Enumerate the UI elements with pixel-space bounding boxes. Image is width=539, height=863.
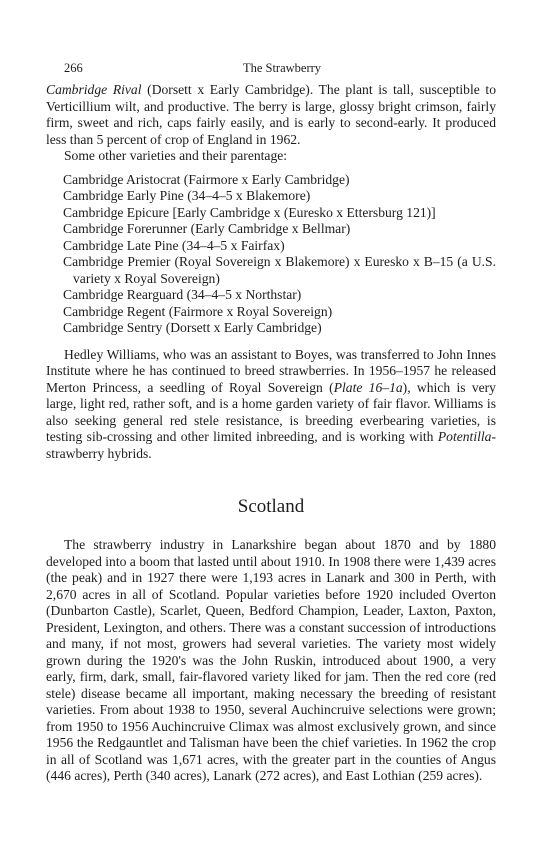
page-body xyxy=(46,82,496,785)
variety-list xyxy=(63,172,496,337)
page-number: 266 xyxy=(64,61,83,75)
variety-list-item: Cambridge Regent (Fairmore x Royal Sovereign) xyxy=(63,303,333,319)
variety-list-item: Cambridge Rearguard (34–4–5 x Northstar) xyxy=(63,287,302,302)
variety-list-item: Cambridge Epicure [Early Cambridge x (Euresko x Ettersburg 121)] xyxy=(63,204,436,220)
variety-name: Cambridge Rival xyxy=(46,82,142,97)
running-title: The Strawberry xyxy=(242,61,322,75)
plate-reference: Plate 16–1a xyxy=(333,379,403,395)
williams-text-2: ), which is very large, light red, rather soft, and is a home garden variety of fair flavor. Williams is also seeking general red stele resistance, is breeding everbearing varieties, is testing sib-crossing and other limited inbreeding, and is working with xyxy=(46,379,496,444)
list-intro: Some other varieties and their parentage: xyxy=(64,148,288,163)
genus-name: Potentilla xyxy=(437,429,492,444)
variety-list-item: Cambridge Premier (Royal Sovereign x Blakemore) x Euresko x B–15 (a U.S. variety x Royal Sovereign) xyxy=(63,254,496,286)
variety-list-item: Cambridge Late Pine (34–4–5 x Fairfax) xyxy=(63,237,285,253)
williams-text-3: -strawberry hybrids. xyxy=(46,429,496,461)
variety-list-item: Cambridge Forerunner (Early Cambridge x Bellmar) xyxy=(63,221,351,236)
variety-list-item: Cambridge Early Pine (34–4–5 x Blakemore) xyxy=(63,188,311,203)
page-header xyxy=(64,61,500,76)
variety-list-item: Cambridge Aristocrat (Fairmore x Early Cambridge) xyxy=(63,171,350,187)
variety-list-item: Cambridge Sentry (Dorsett x Early Cambridge) xyxy=(63,320,322,335)
variety-description: (Dorsett x Early Cambridge). The plant is tall, susceptible to Verticillium wilt, and productive. The berry is large, glossy bright crimson, fairly firm, sweet and rich, caps fairly easily, and is early to second-early. It produced less than 5 percent of crop of England in 1962. xyxy=(46,82,496,147)
scotland-paragraph: The strawberry industry in Lanarkshire began about 1870 and by 1880 developed into a boom that lasted until about 1910. In 1908 there were 1,439 acres (the peak) and in 1927 there were 1,193 acres in Lanark and 300 in Perth, with 2,670 acres in all of Scotland. Popular varieties before 1920 included Overton (Dunbarton Castle), Scarlet, Queen, Bedford Champion, Leader, Laxton, Paxton, President, Lexington, and others. There was a constant succession of introductions and many, if not most, growers had several varieties. The variety most widely grown during the 1920's was the John Ruskin, introduced about 1900, a very early, firm, dark, small, fair-flavored variety liked for jam. Then the red core (red stele) disease became all important, making necessary the breeding of resistant varieties. From about 1938 to 1950, several Auchincruive selections were grown; from 1950 to 1956 Auchincruive Climax was almost exclusively grown, and since 1956 the Redgauntlet and Talisman have been the chief varieties. In 1962 the crop in all of Scotland was 1,671 acres, with the greater part in the counties of Angus (446 acres), Perth (340 acres), Lanark (272 acres), and East Lothian (259 acres). xyxy=(46,537,496,783)
williams-paragraph xyxy=(46,347,496,463)
section-heading: Scotland xyxy=(237,496,305,517)
cambridge-rival-paragraph xyxy=(46,82,496,148)
williams-text-1: Hedley Williams, who was an assistant to Boyes, was transferred to John Innes Institute where he has continued to breed strawberries. In 1956–1957 he released Merton Princess, a seedling of Royal Sovereign ( xyxy=(46,346,496,395)
